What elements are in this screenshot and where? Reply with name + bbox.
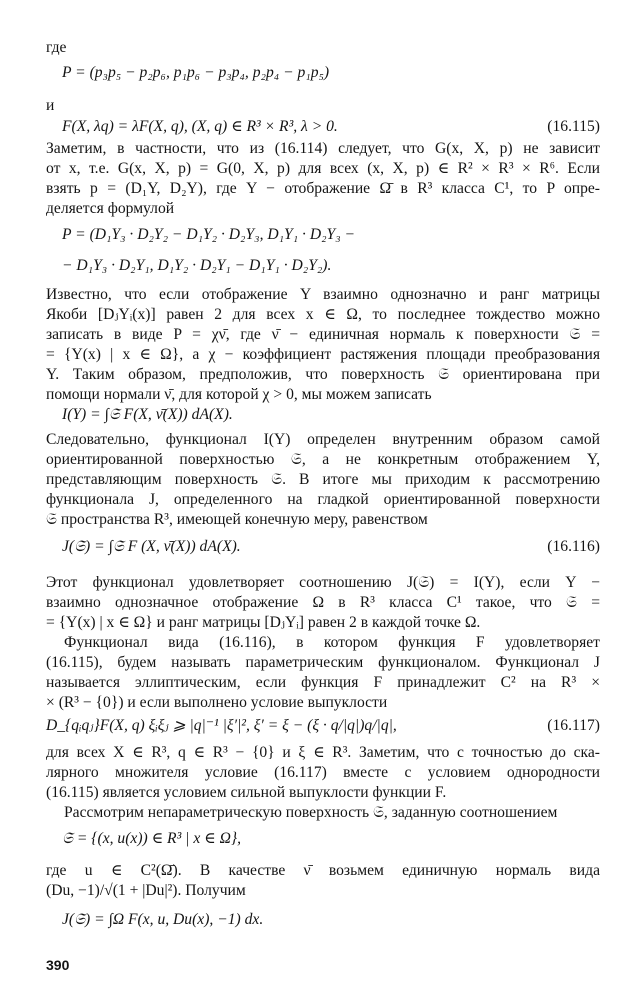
text-line: от x, т.е. G(x, X, p) = G(0, X, p) для всех (x, X, p) ∈ R² × R³ × R⁶. Если (46, 160, 600, 177)
text-line: Y. Таким образом, предположив, что поверхность 𝔖 ориентирована при (46, 366, 600, 383)
text-line: для всех X ∈ R³, q ∈ R³ − {0} и ξ ∈ R³. Заметим, что с точностью до ска- (46, 744, 600, 761)
text-line: Якоби [DⱼYᵢ(x)] равен 2 для всех x ∈ Ω, то последнее тождество можно (46, 306, 600, 323)
equation-number: (16.116) (547, 538, 600, 555)
text-line: представляющим поверхность 𝔖. В итоге мы приходим к рассмотрению (46, 471, 600, 488)
equation-number: (16.117) (547, 717, 600, 734)
text-line: (16.115), будем называть параметрическим функционалом. Функционал J (46, 654, 600, 671)
equation-body: D_{qᵢqⱼ}F(X, q) ξᵢξⱼ ⩾ |q|⁻¹ |ξ′|², ξ′ = ξ − (ξ · q/|q|)q/|q|, (46, 717, 397, 734)
equation: P = (p₃p₅ − p₂p₆, p₁p₆ − p₃p₄, p₂p₄ − p₁p₅) (62, 64, 330, 81)
text-line: взять p = (D₁Y, D₂Y), где Y − отображение Ω̄ в R³ класса C¹, то P опре- (46, 180, 600, 197)
text-line: Следовательно, функционал I(Y) определен внутренним образом самой (46, 431, 600, 448)
equation-body: F(X, λq) = λF(X, q), (X, q) ∈ R³ × R³, λ > 0. (62, 118, 338, 135)
text-line: взаимно однозначное отображение Ω в R³ класса C¹ такое, что 𝔖 = (46, 594, 600, 611)
text-line: Этот функционал удовлетворяет соотношению J(𝔖) = I(Y), если Y − (46, 574, 600, 591)
text-line: деляется формулой (46, 200, 175, 217)
equation: J(𝔖) = ∫Ω F(x, u, Du(x), −1) dx. (62, 911, 264, 928)
text-line: помощи нормали ν̄, для которой χ > 0, мы можем записать (46, 386, 432, 403)
text-line: записать в виде P = χν̄, где ν̄ − единичная нормаль к поверхности 𝔖 = (46, 326, 600, 343)
text-line: = {Y(x) | x ∈ Ω} и ранг матрицы [DⱼYᵢ] равен 2 в каждой точке Ω. (46, 614, 481, 631)
text-line: Заметим, в частности, что из (16.114) следует, что G(x, X, p) не зависит (46, 140, 600, 157)
equation-16-117 (46, 716, 600, 736)
text-line: называется эллиптическим, если функция F принадлежит C² на R³ × (46, 674, 600, 691)
text-line: Рассмотрим непараметрическую поверхность 𝔖, заданную соотношением (64, 804, 558, 821)
text-line: = {Y(x) | x ∈ Ω}, а χ − коэффициент растяжения площади преобразования (46, 346, 600, 363)
text-line: лярного множителя условие (16.117) вместе с условием однородности (46, 764, 600, 781)
equation: 𝔖 = {(x, u(x)) ∈ R³ | x ∈ Ω}, (62, 830, 242, 847)
equation: P = (D₁Y₃ · D₂Y₂ − D₁Y₂ · D₂Y₃, D₁Y₁ · D₂Y₃ − (62, 226, 356, 243)
equation: I(Y) = ∫𝔖 F(X, ν̄(X)) dA(X). (62, 406, 233, 423)
equation-16-116 (62, 537, 600, 557)
text-line: Известно, что если отображение Y взаимно однозначно и ранг матрицы (46, 286, 600, 303)
text-line: (Du, −1)/√(1 + |Du|²). Получим (46, 882, 246, 899)
text-line: × (R³ − {0}) и если выполнено условие выпуклости (46, 694, 388, 711)
text-line: Функционал вида (16.116), в котором функция F удовлетворяет (64, 634, 600, 651)
text-line: где (46, 39, 67, 56)
text-line: ориентированной поверхностью 𝔖, а не конкретным отображением Y, (46, 451, 600, 468)
text-line: 𝔖 пространства R³, имеющей конечную меру, равенством (46, 511, 428, 528)
equation: − D₁Y₃ · D₂Y₁, D₁Y₂ · D₂Y₁ − D₁Y₁ · D₂Y₂). (62, 257, 332, 274)
text-line: функционала J, определенного на гладкой ориентированной поверхности (46, 491, 600, 508)
text-line: и (46, 97, 55, 114)
text-line: где u ∈ C²(Ω̄). В качестве ν̄ возьмем единичную нормаль вида (46, 862, 600, 879)
page-number: 390 (46, 957, 70, 973)
text-line: (16.115) является условием сильной выпуклости функции F. (46, 784, 447, 801)
equation-body: J(𝔖) = ∫𝔖 F (X, ν̄(X)) dA(X). (62, 538, 241, 555)
equation-number: (16.115) (547, 118, 600, 135)
equation-16-115 (62, 117, 600, 137)
